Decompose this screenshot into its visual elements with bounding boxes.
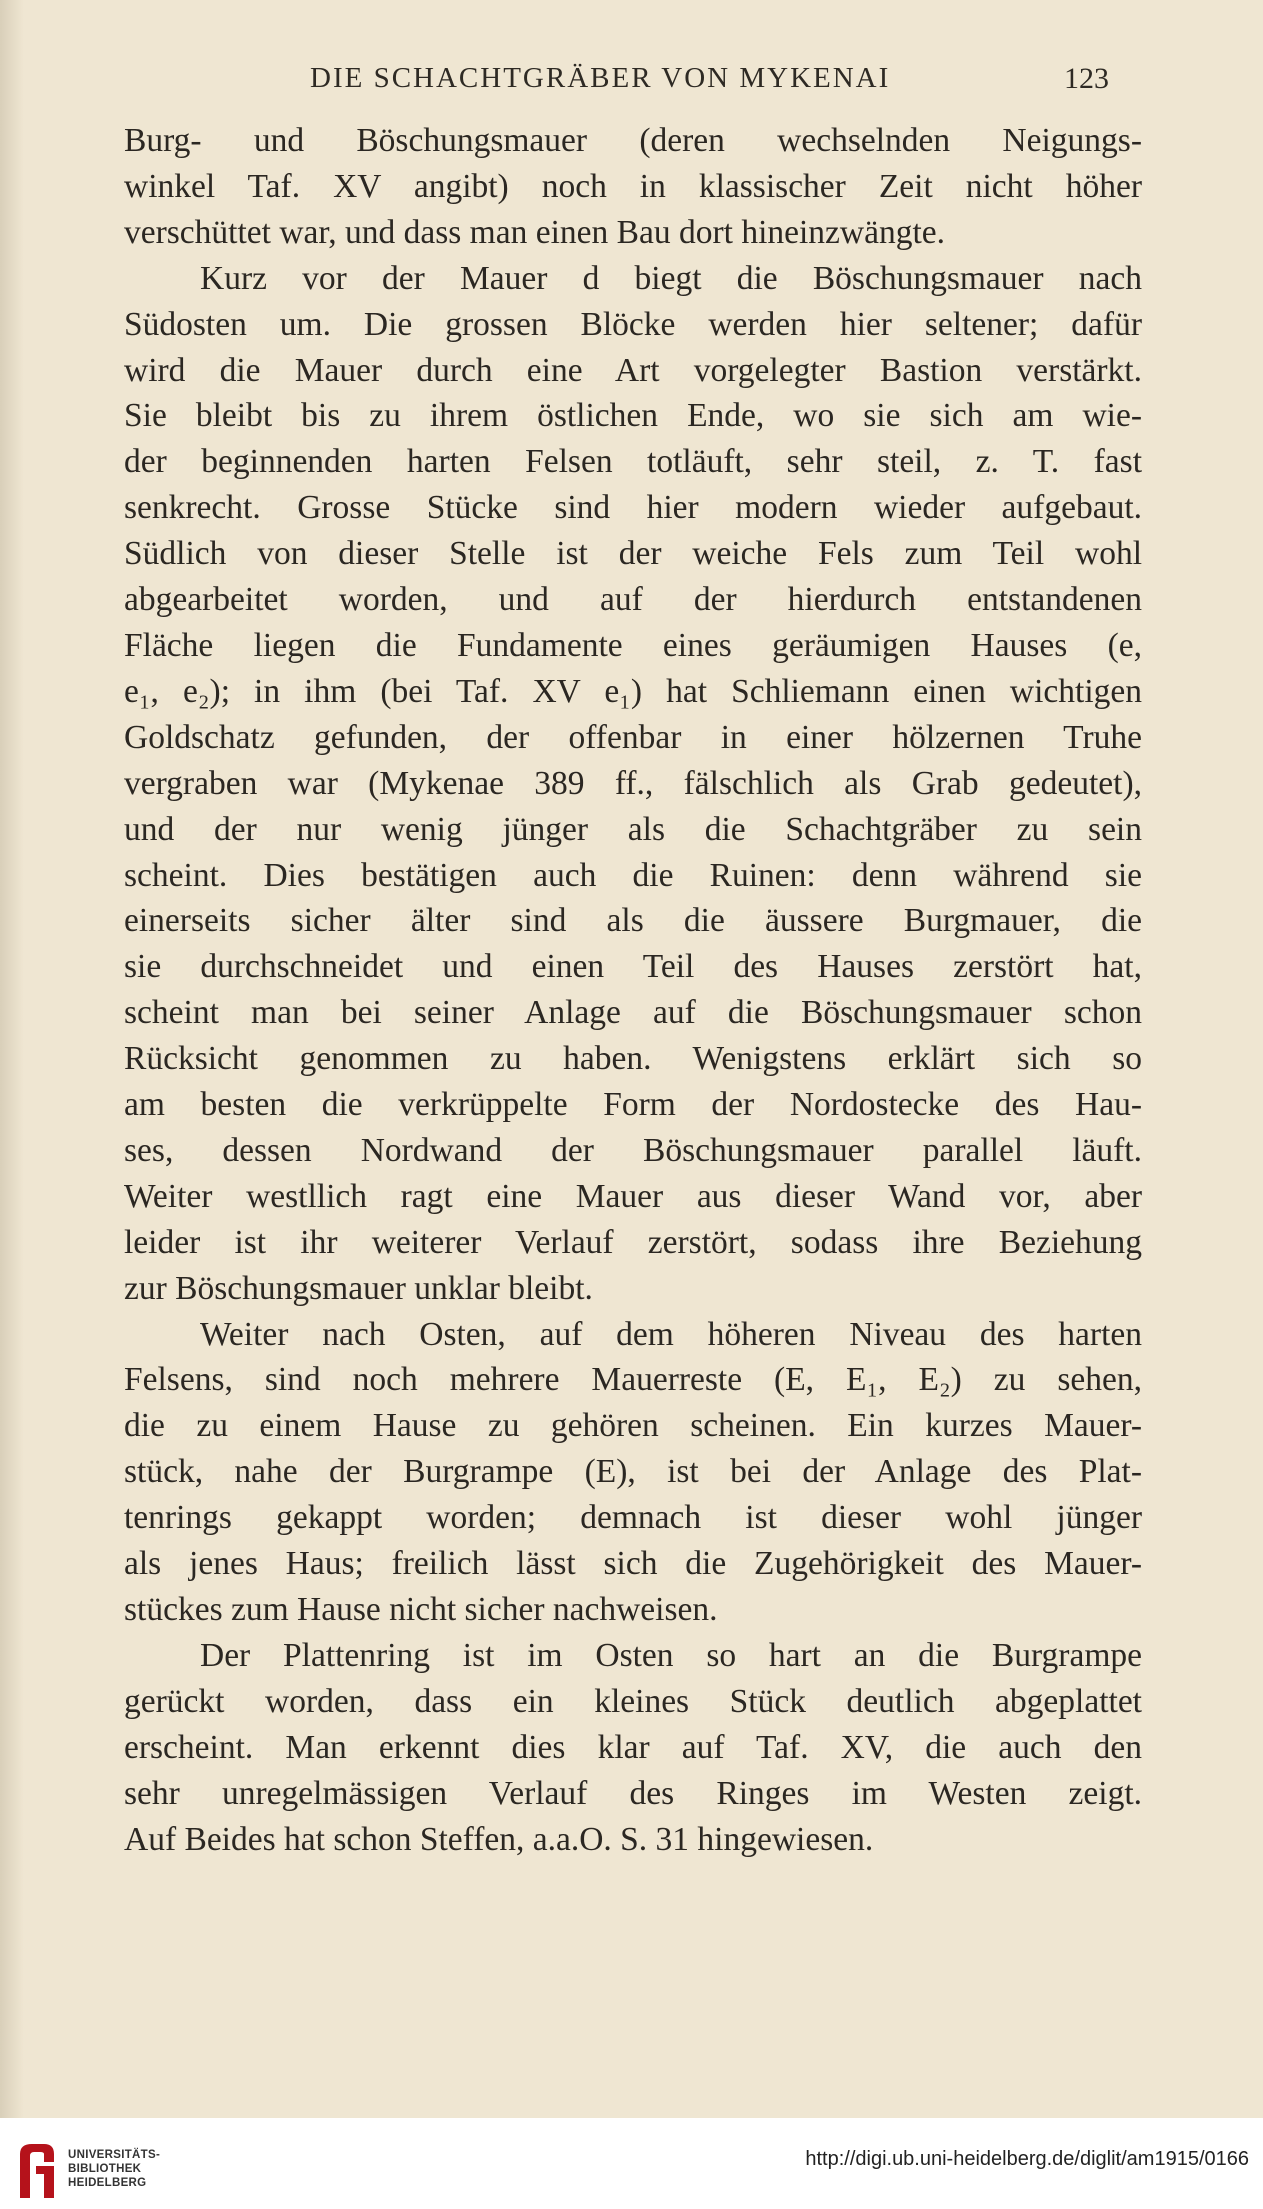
paragraph-4 bbox=[124, 1633, 1142, 1863]
text-line: scheint. Dies bestätigen auch die Ruinen: denn während sie bbox=[124, 856, 1142, 894]
university-library-logo-icon bbox=[14, 2140, 58, 2202]
text-line: Südosten um. Die grossen Blöcke werden hier seltener; dafür bbox=[124, 305, 1142, 343]
text-line: die zu einem Hause zu gehören scheinen. Ein kurzes Mauer- bbox=[124, 1407, 1142, 1445]
text-line: verschüttet war, und dass man einen Bau dort hineinzwängte. bbox=[124, 213, 946, 251]
text-line: Sie bleibt bis zu ihrem östlichen Ende, wo sie sich am wie- bbox=[124, 397, 1142, 435]
text-line: winkel Taf. XV angibt) noch in klassischer Zeit nicht höher bbox=[124, 167, 1142, 205]
text-line: Südlich von dieser Stelle ist der weiche Fels zum Teil wohl bbox=[124, 535, 1142, 573]
text-line: senkrecht. Grosse Stücke sind hier modern wieder aufgebaut. bbox=[124, 489, 1142, 527]
text-line: gerückt worden, dass ein kleines Stück deutlich abgeplattet bbox=[124, 1682, 1142, 1720]
text-line: ses, dessen Nordwand der Böschungsmauer parallel läuft. bbox=[124, 1131, 1142, 1169]
text-line: zur Böschungsmauer unklar bleibt. bbox=[124, 1269, 593, 1307]
text-line: stückes zum Hause nicht sicher nachweisen. bbox=[124, 1591, 718, 1628]
text-line: tenrings gekappt worden; demnach ist dieser wohl jünger bbox=[124, 1499, 1142, 1537]
text-line: sehr unregelmässigen Verlauf des Ringes im Westen zeigt. bbox=[124, 1774, 1142, 1812]
text-line: scheint man bei seiner Anlage auf die Böschungsmauer schon bbox=[124, 994, 1142, 1032]
text-line: Auf Beides hat schon Steffen, a.a.O. S. 31 hingewiesen. bbox=[124, 1820, 874, 1858]
footer-bar bbox=[0, 2118, 1263, 2209]
running-title: DIE SCHACHTGRÄBER VON MYKENAI bbox=[310, 62, 891, 94]
source-url-link[interactable]: http://digi.ub.uni-heidelberg.de/diglit/am1915/0166 bbox=[805, 2148, 1249, 2170]
text-line: einerseits sicher älter sind als die äussere Burgmauer, die bbox=[124, 902, 1142, 940]
text-line: am besten die verkrüppelte Form der Nordostecke des Hau- bbox=[124, 1086, 1142, 1124]
text-line: Kurz vor der Mauer d biegt die Böschungsmauer nach bbox=[200, 259, 1142, 297]
paragraph-1 bbox=[124, 118, 1142, 256]
library-name-line: BIBLIOTHEK bbox=[68, 2163, 142, 2175]
text-line: Weiter westllich ragt eine Mauer aus dieser Wand vor, aber bbox=[124, 1177, 1142, 1215]
text-line: stück, nahe der Burgrampe (E), ist bei der Anlage des Plat- bbox=[124, 1453, 1142, 1491]
text-line: wird die Mauer durch eine Art vorgelegter Bastion verstärkt. bbox=[124, 351, 1142, 389]
text-line: Burg- und Böschungsmauer (deren wechselnden Neigungs- bbox=[124, 122, 1142, 159]
text-line: Der Plattenring ist im Osten so hart an die Burgrampe bbox=[200, 1636, 1142, 1674]
text-line: und der nur wenig jünger als die Schachtgräber zu sein bbox=[124, 810, 1142, 848]
text-line: als jenes Haus; freilich lässt sich die Zugehörigkeit des Mauer- bbox=[124, 1545, 1142, 1583]
text-line: Goldschatz gefunden, der offenbar in einer hölzernen Truhe bbox=[124, 718, 1142, 756]
spine-shadow bbox=[0, 0, 24, 2118]
text-line: Rücksicht genommen zu haben. Wenigstens erklärt sich so bbox=[124, 1040, 1142, 1078]
text-line: Weiter nach Osten, auf dem höheren Niveau des harten bbox=[200, 1315, 1142, 1353]
body-text bbox=[124, 118, 1142, 1862]
page-number: 123 bbox=[1064, 62, 1109, 95]
running-head bbox=[0, 62, 1263, 102]
text-line: der beginnenden harten Felsen totläuft, sehr steil, z. T. fast bbox=[124, 443, 1142, 481]
text-line: e₁, e₂); in ihm (bei Taf. XV e₁) hat Schliemann einen wichtigen bbox=[124, 672, 1142, 710]
text-line: sie durchschneidet und einen Teil des Hauses zerstört hat, bbox=[124, 948, 1142, 986]
text-line: vergraben war (Mykenae 389 ff., fälschlich als Grab gedeutet), bbox=[124, 764, 1142, 802]
text-line: abgearbeitet worden, und auf der hierdurch entstandenen bbox=[124, 581, 1142, 619]
text-line: Fläche liegen die Fundamente eines geräumigen Hauses (e, bbox=[124, 626, 1142, 664]
text-line: leider ist ihr weiterer Verlauf zerstört, sodass ihre Beziehung bbox=[124, 1223, 1142, 1261]
paragraph-3 bbox=[124, 1312, 1142, 1633]
library-name-line: UNIVERSITÄTS- bbox=[68, 2149, 161, 2161]
text-line: erscheint. Man erkennt dies klar auf Taf. XV, die auch den bbox=[124, 1728, 1142, 1766]
paragraph-2 bbox=[124, 256, 1142, 1312]
library-name bbox=[68, 2148, 160, 2190]
text-line: Felsens, sind noch mehrere Mauerreste (E, E₁, E₂) zu sehen, bbox=[124, 1361, 1142, 1399]
library-name-line: HEIDELBERG bbox=[68, 2177, 147, 2189]
